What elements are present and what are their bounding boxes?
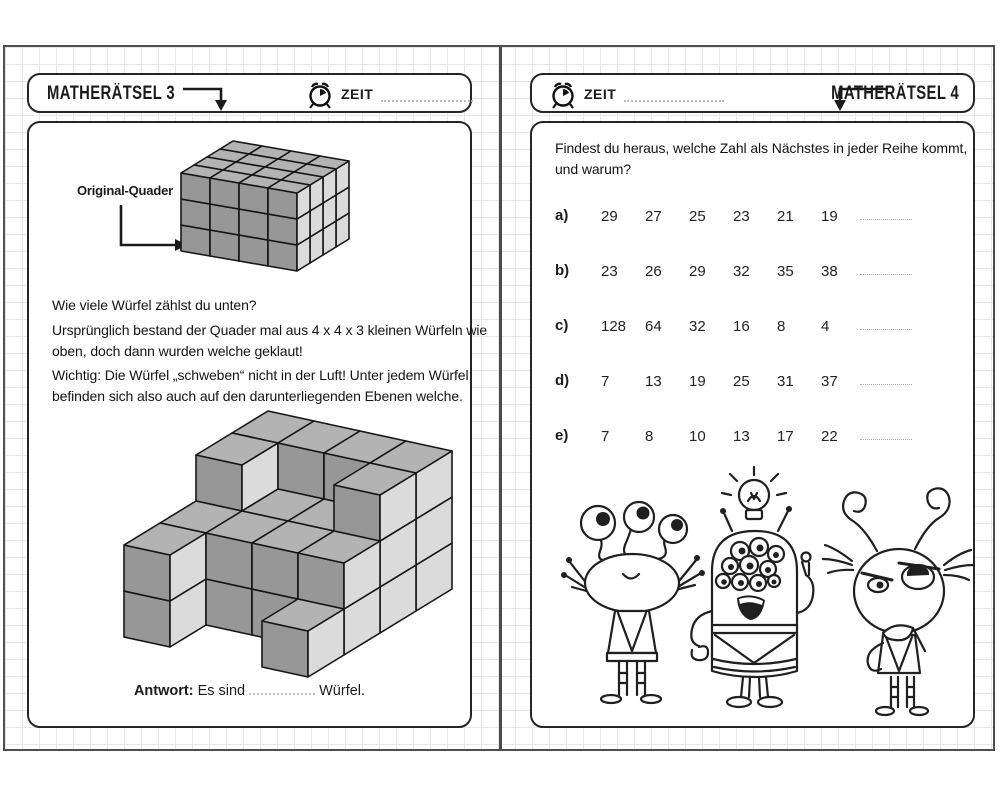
sequence-row — [555, 372, 955, 396]
left-zeit-blank — [381, 86, 473, 102]
original-quader-figure — [179, 139, 359, 279]
sequence-number: 13 — [733, 428, 750, 445]
sequence-answer-blank — [860, 219, 912, 220]
sequence-number: 29 — [601, 208, 618, 225]
left-paragraph-2: Ursprünglich bestand der Quader mal aus 4 x 4 x 3 kleinen Würfeln wie oben, doch dann wurden welche geklaut! — [52, 322, 488, 359]
monster-2-lightbulb — [691, 467, 813, 707]
puzzle-cubes-figure — [122, 399, 462, 691]
monsters-illustration — [547, 463, 977, 721]
sequence-number: 64 — [645, 318, 662, 335]
sequence-label: b) — [555, 262, 570, 279]
elbow-arrow-right-down-icon — [181, 83, 243, 113]
sequence-number: 29 — [689, 263, 706, 280]
sequence-number: 38 — [821, 263, 838, 280]
alarm-clock-icon — [548, 80, 578, 110]
sequence-answer-blank — [860, 329, 912, 330]
sequence-number: 25 — [689, 208, 706, 225]
right-header-box — [530, 73, 975, 113]
sequence-row — [555, 262, 955, 286]
right-zeit-blank — [624, 86, 724, 102]
sequence-row — [555, 427, 955, 451]
sequence-number: 7 — [601, 428, 610, 445]
sequence-number: 8 — [777, 318, 786, 335]
left-paragraph-3: Wichtig: Die Würfel „schweben“ nicht in der Luft! Unter jedem Würfel befinden sich also auch auf den darunterliegenden Ebenen welche. — [52, 367, 469, 404]
answer-label: Antwort: — [133, 683, 194, 699]
sequence-label: e) — [555, 427, 569, 444]
sequence-answer-blank — [860, 439, 912, 440]
sequence-number: 13 — [645, 373, 662, 390]
left-paragraph-1: Wie viele Würfel zählst du unten? — [52, 297, 257, 313]
sequence-row — [555, 317, 955, 341]
left-header-box — [27, 73, 472, 113]
sequence-number: 32 — [733, 263, 750, 280]
sequence-number: 23 — [601, 263, 618, 280]
sequence-number: 10 — [689, 428, 706, 445]
spine-divider — [499, 47, 502, 749]
sequence-number: 8 — [645, 428, 654, 445]
right-intro: Findest du heraus, welche Zahl als Nächstes in jeder Reihe kommt, und warum? — [555, 140, 968, 177]
sequence-number: 16 — [733, 318, 750, 335]
right-zeit-label: ZEIT — [584, 86, 617, 102]
sequence-number: 22 — [821, 428, 838, 445]
page-spread-background — [3, 45, 995, 751]
sequence-number: 32 — [689, 318, 706, 335]
sequence-number: 26 — [645, 263, 662, 280]
sequence-number: 37 — [821, 373, 838, 390]
original-quader-label: Original-Quader — [77, 183, 173, 198]
sequence-number: 25 — [733, 373, 750, 390]
sequence-answer-blank — [860, 384, 912, 385]
sequence-number: 19 — [689, 373, 706, 390]
sequence-label: d) — [555, 372, 570, 389]
sequence-number: 4 — [821, 318, 830, 335]
alarm-clock-icon — [305, 80, 335, 110]
sequence-label: a) — [555, 207, 569, 224]
sequence-label: c) — [555, 317, 569, 334]
monster-1-three-eyes — [561, 502, 705, 703]
sequence-number: 27 — [645, 208, 662, 225]
sequence-number: 23 — [733, 208, 750, 225]
sequence-number: 31 — [777, 373, 794, 390]
left-content-box — [27, 121, 488, 728]
monster-3-angry — [823, 488, 973, 715]
left-zeit-label: ZEIT — [341, 86, 374, 102]
sequence-number: 128 — [601, 318, 627, 335]
right-page-title: MATHERÄTSEL 4 — [830, 83, 959, 104]
sequence-number: 7 — [601, 373, 610, 390]
sequence-number: 17 — [777, 428, 794, 445]
sequence-number: 35 — [777, 263, 794, 280]
sequence-number: 21 — [777, 208, 794, 225]
right-content-box — [530, 121, 975, 728]
sequence-answer-blank — [860, 274, 912, 275]
answer-line: Antwort: Es sind Würfel. — [133, 683, 366, 699]
answer-blank — [249, 681, 315, 695]
sequence-row — [555, 207, 955, 231]
sequence-number: 19 — [821, 208, 838, 225]
left-page-title: MATHERÄTSEL 3 — [47, 83, 176, 104]
